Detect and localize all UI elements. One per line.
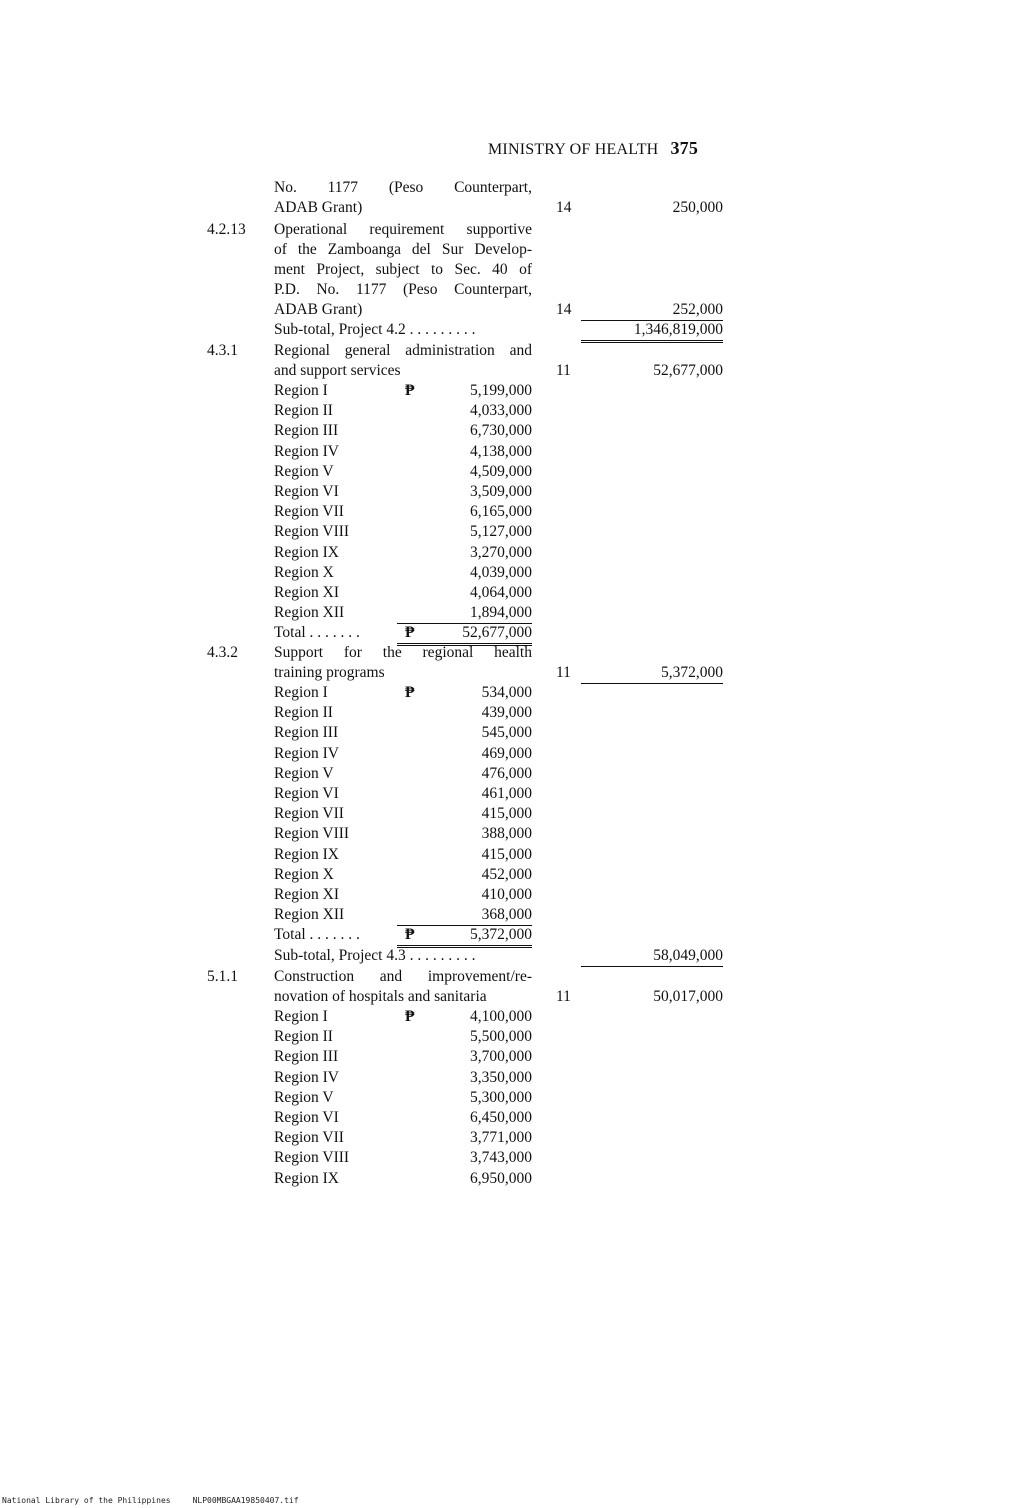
entry-line	[0, 280, 1029, 300]
region-amount: 5,199,000	[470, 382, 532, 399]
item-description: ADAB Grant)	[274, 301, 363, 318]
region-row	[0, 804, 1029, 824]
region-name: Region XII	[274, 604, 345, 622]
region-row	[0, 583, 1029, 603]
appropriation-amount: 1,346,819,000	[581, 320, 723, 343]
region-name: Region VIII	[274, 1149, 350, 1167]
region-row	[0, 1128, 1029, 1148]
region-amount: 6,165,000	[470, 503, 532, 521]
region-row	[0, 1007, 1029, 1027]
peso-sign: ₱	[405, 926, 415, 944]
region-amount: 5,127,000	[470, 523, 532, 541]
region-row	[0, 421, 1029, 441]
region-name: Region V	[274, 462, 334, 480]
region-name: Region IX	[274, 543, 340, 561]
region-name: Region VI	[274, 483, 339, 500]
region-amount: 476,000	[481, 764, 532, 782]
region-name: Region XII	[274, 906, 345, 924]
entry-line	[0, 643, 1029, 663]
total-amount: 5,372,000	[397, 925, 532, 948]
region-amount: 3,700,000	[470, 1048, 532, 1066]
region-name: Region VI	[274, 785, 339, 802]
region-amount: 3,509,000	[470, 483, 532, 500]
region-name: Region III	[274, 1048, 339, 1066]
region-row	[0, 543, 1029, 563]
region-amount: 439,000	[481, 704, 532, 722]
footer-file: NLP00MBGAA19850407.tif	[192, 1496, 299, 1505]
region-row	[0, 905, 1029, 925]
region-row	[0, 1088, 1029, 1108]
item-description: novation of hospitals and sanitaria	[274, 988, 487, 1005]
item-number: 4.3.2	[207, 644, 238, 661]
region-row	[0, 482, 1029, 502]
page-header	[488, 138, 698, 159]
item-description: Construction and improvement/re-	[274, 968, 532, 985]
region-row	[0, 845, 1029, 865]
region-amount: 4,100,000	[470, 1008, 532, 1025]
region-name: Region VII	[274, 805, 344, 823]
region-amount: 4,064,000	[470, 584, 532, 601]
item-description: ment Project, subject to Sec. 40 of	[274, 261, 532, 278]
region-amount: 6,730,000	[470, 422, 532, 440]
region-name: Region I	[274, 1008, 328, 1025]
region-row	[0, 1047, 1029, 1067]
entry-line	[0, 987, 1029, 1007]
region-name: Region VI	[274, 1109, 339, 1126]
appropriation-amount: 250,000	[672, 199, 723, 216]
region-row	[0, 1068, 1029, 1088]
region-name: Region II	[274, 402, 333, 420]
region-name: Region VII	[274, 503, 344, 521]
total-label: Total . . . . . . .	[274, 624, 360, 642]
total-label: Total . . . . . . .	[274, 926, 360, 944]
item-number: 5.1.1	[207, 968, 238, 985]
region-name: Region XI	[274, 886, 340, 903]
region-row	[0, 522, 1029, 542]
appropriation-amount: 5,372,000	[581, 663, 723, 684]
entry-line	[0, 300, 1029, 320]
footer-library: National Library of the Philippines	[2, 1496, 171, 1505]
region-name: Region II	[274, 1028, 333, 1046]
item-description: Operational requirement supportive	[274, 221, 532, 238]
region-name: Region XI	[274, 584, 340, 601]
item-description: training programs	[274, 664, 385, 681]
region-amount: 368,000	[397, 905, 532, 926]
region-amount: 3,350,000	[470, 1068, 532, 1086]
region-row	[0, 381, 1029, 401]
item-description: Regional general administration and	[274, 342, 532, 359]
region-name: Region I	[274, 684, 328, 701]
total-amount: 52,677,000	[397, 623, 532, 646]
region-row	[0, 603, 1029, 623]
appropriation-amount: 50,017,000	[653, 988, 723, 1005]
expense-code: 14	[556, 199, 572, 216]
entry-line	[0, 320, 1029, 340]
region-name: Region IV	[274, 744, 340, 762]
item-description: Support for the regional health	[274, 644, 532, 661]
expense-code: 11	[556, 664, 571, 681]
region-amount: 415,000	[481, 845, 532, 863]
region-name: Region IX	[274, 845, 340, 863]
item-description: and support services	[274, 362, 401, 379]
region-amount: 5,500,000	[470, 1028, 532, 1046]
region-name: Region I	[274, 382, 328, 399]
peso-sign: ₱	[405, 382, 415, 399]
expense-code: 14	[556, 301, 572, 318]
expense-code: 11	[556, 362, 571, 379]
scan-footer	[2, 1496, 321, 1505]
region-amount: 3,743,000	[470, 1149, 532, 1167]
region-amount: 4,509,000	[470, 462, 532, 480]
region-amount: 461,000	[481, 785, 532, 802]
region-amount: 3,270,000	[470, 543, 532, 561]
region-name: Region V	[274, 764, 334, 782]
region-amount: 6,450,000	[470, 1109, 532, 1126]
total-row	[0, 925, 1029, 945]
region-row	[0, 1148, 1029, 1168]
region-row	[0, 1027, 1029, 1047]
peso-sign: ₱	[405, 684, 415, 701]
total-row	[0, 623, 1029, 643]
region-amount: 1,894,000	[397, 603, 532, 624]
region-name: Region IX	[274, 1169, 340, 1187]
region-row	[0, 744, 1029, 764]
region-row	[0, 1169, 1029, 1189]
expense-code: 11	[556, 988, 571, 1005]
region-amount: 545,000	[481, 724, 532, 742]
region-amount: 4,138,000	[470, 442, 532, 460]
region-row	[0, 462, 1029, 482]
peso-sign: ₱	[405, 624, 415, 642]
region-name: Region IV	[274, 1068, 340, 1086]
region-amount: 388,000	[481, 825, 532, 843]
item-description: Sub-total, Project 4.3 . . . . . . . . .	[274, 947, 476, 964]
header-title: MINISTRY OF HEALTH	[488, 141, 659, 158]
region-amount: 3,771,000	[470, 1129, 532, 1147]
region-row	[0, 885, 1029, 905]
entry-line	[0, 178, 1029, 198]
region-amount: 4,033,000	[470, 402, 532, 420]
entry-line	[0, 946, 1029, 966]
region-name: Region X	[274, 865, 334, 883]
region-name: Region IV	[274, 442, 340, 460]
region-name: Region III	[274, 724, 339, 742]
region-name: Region VII	[274, 1129, 344, 1147]
region-amount: 410,000	[481, 886, 532, 903]
region-row	[0, 442, 1029, 462]
item-number: 4.2.13	[207, 221, 246, 238]
region-amount: 452,000	[481, 865, 532, 883]
region-amount: 534,000	[481, 684, 532, 701]
region-amount: 415,000	[481, 805, 532, 823]
region-name: Region X	[274, 563, 334, 581]
region-amount: 5,300,000	[470, 1088, 532, 1106]
entry-line	[0, 198, 1029, 218]
item-description: Sub-total, Project 4.2 . . . . . . . . .	[274, 321, 476, 338]
region-name: Region V	[274, 1088, 334, 1106]
region-amount: 469,000	[481, 744, 532, 762]
entry-line	[0, 240, 1029, 260]
region-row	[0, 683, 1029, 703]
region-row	[0, 1108, 1029, 1128]
region-row	[0, 865, 1029, 885]
item-description: of the Zamboanga del Sur Develop-	[274, 241, 532, 258]
appropriation-amount: 58,049,000	[581, 946, 723, 967]
region-row	[0, 784, 1029, 804]
entry-line	[0, 341, 1029, 361]
region-row	[0, 723, 1029, 743]
item-number: 4.3.1	[207, 342, 238, 359]
region-amount: 6,950,000	[470, 1169, 532, 1187]
region-row	[0, 401, 1029, 421]
region-name: Region II	[274, 704, 333, 722]
region-amount: 4,039,000	[470, 563, 532, 581]
page-number: 375	[670, 138, 699, 158]
entry-line	[0, 220, 1029, 240]
entry-line	[0, 967, 1029, 987]
region-row	[0, 563, 1029, 583]
item-description: ADAB Grant)	[274, 199, 363, 216]
region-name: Region III	[274, 422, 339, 440]
region-name: Region VIII	[274, 825, 350, 843]
region-row	[0, 824, 1029, 844]
region-row	[0, 703, 1029, 723]
peso-sign: ₱	[405, 1008, 415, 1025]
item-description: P.D. No. 1177 (Peso Counterpart,	[274, 281, 532, 298]
appropriation-amount: 52,677,000	[653, 362, 723, 379]
entry-line	[0, 260, 1029, 280]
entry-line	[0, 361, 1029, 381]
appropriation-amount: 252,000	[581, 300, 723, 321]
region-name: Region VIII	[274, 523, 350, 541]
region-row	[0, 764, 1029, 784]
item-description: No. 1177 (Peso Counterpart,	[274, 179, 532, 196]
entry-line	[0, 663, 1029, 683]
region-row	[0, 502, 1029, 522]
